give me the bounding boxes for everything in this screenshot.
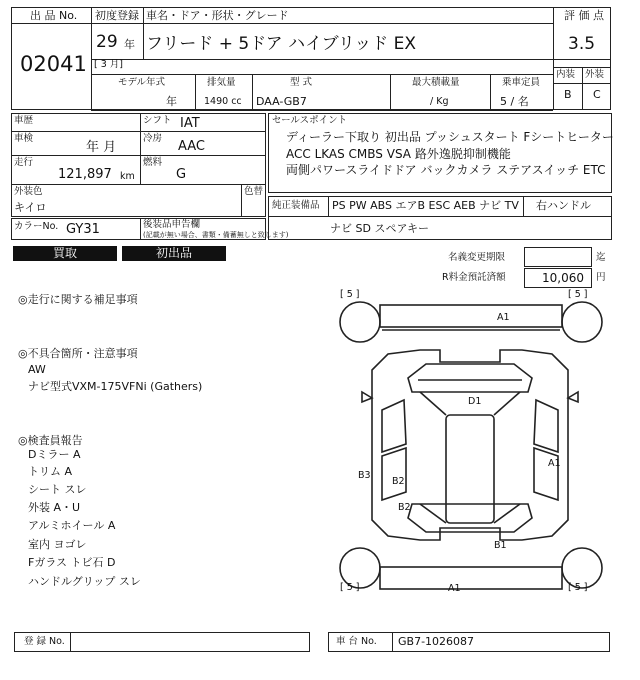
lot-number: 02041 [20,52,87,76]
aftermarket-label: 後装品申告欄 [143,219,201,230]
displacement-label: 排気量 [207,77,236,88]
handle-side: 右ハンドル [536,199,591,212]
history-label: 車歴 [14,115,34,126]
recycle-value: 10,060 [542,271,584,285]
buy-tag: 買取 [13,246,117,261]
tire-label-rear-left: [ 5 ] [340,582,360,593]
recycle-unit: 円 [596,272,606,283]
damage-mark-a1-right: A1 [548,458,561,469]
first-listing-tag: 初出品 [122,246,226,261]
car-name: フリード + 5ドア ハイブリッド EX [146,34,417,54]
displacement-value: 1490 cc [204,96,242,107]
tire-label-front-right: [ 5 ] [568,289,588,300]
recycle-label: R料金預託済額 [442,272,506,283]
damage-mark-d1: D1 [468,396,482,407]
score-value: 3.5 [568,34,596,54]
driving-notes-title: ◎走行に関する補足事項 [18,293,138,306]
color-no-label: カラーNo. [14,221,59,232]
sales-points-label: セールスポイント [272,115,348,126]
inspection-label: 車検 [14,133,34,144]
equipment-label: 純正装備品 [272,200,320,211]
name-change-label: 名義変更期限 [448,252,506,263]
year-unit: 年 [124,38,135,51]
damage-mark-b2-lower: B2 [398,502,411,513]
capacity-label: 乗車定員 [502,77,541,88]
first-reg-year: 29 [96,32,118,52]
inspector-line-8: ハンドルグリップ スレ [28,575,141,588]
interior-grade: B [564,88,572,101]
chassis-value: GB7-1026087 [398,635,475,648]
inspector-line-7: Fガラス トビ石 D [28,556,116,569]
ac-value: AAC [178,139,205,154]
sales-point-line-3: 両側パワースライドドア バックカメラ ステアスイッチ ETC [286,163,606,177]
inspector-line-2: トリム A [28,465,73,478]
car-name-label: 車名・ドア・形状・グレード [146,9,289,22]
model-year-label: モデル年式 [118,77,166,88]
tire-label-rear-right: [ 5 ] [568,582,588,593]
defect-line-2: ナビ型式VXM-175VFNi (Gathers) [28,380,203,393]
first-reg-month-visible: [ 3 月] [94,59,123,70]
ext-color-value: キイロ [14,201,47,214]
sales-point-line-2: ACC LKAS CMBS VSA 路外逸脱抑制機能 [286,147,511,161]
max-load-label: 最大積載量 [412,77,460,88]
interior-label: 内装 [556,69,576,80]
damage-mark-a1-bottom: A1 [448,583,461,594]
exterior-grade: C [593,88,601,101]
name-change-unit: 迄 [596,252,606,263]
ext-color-label: 外装色 [14,186,43,197]
inspector-line-5: アルミホイール A [28,519,116,532]
damage-mark-b3: B3 [358,470,371,481]
fuel-label: 燃料 [143,157,163,168]
inspector-line-1: Dミラー A [28,448,81,461]
shift-value: IAT [180,116,200,131]
damage-mark-b2-upper: B2 [392,476,405,487]
defects-title: ◎不具合箇所・注意事項 [18,347,138,360]
sales-point-line-1: ディーラー下取り 初出品 プッシュスタート Fシートヒーター [286,130,614,144]
damage-mark-a1-top: A1 [497,312,510,323]
damage-mark-b1: B1 [494,540,507,551]
mileage-unit: km [120,171,135,182]
mileage-value: 121,897 [58,167,112,182]
capacity-value: 5 / 名 [500,95,529,108]
chassis-label: 車 台 No. [336,636,377,647]
aftermarket-value: ナビ SD スペアキー [330,222,430,235]
inspection-value: 年 月 [86,140,117,155]
name-change-box [524,247,592,267]
equipment-value: PS PW ABS エアB ESC AEB ナビ TV [332,199,519,212]
type-label: 型 式 [290,77,313,88]
defect-line-1: AW [28,363,46,376]
tire-label-front-left: [ 5 ] [340,289,360,300]
lot-label: 出 品 No. [30,9,78,22]
details-frame [11,113,266,217]
color-no-value: GY31 [66,222,100,237]
first-reg-label: 初度登録 [95,9,139,22]
ac-label: 冷房 [143,133,163,144]
fuel-value: G [176,167,187,182]
registration-label: 登 録 No. [24,636,65,647]
model-year-unit: 年 [166,95,177,108]
shift-label: シフト [143,115,172,126]
type-value: DAA-GB7 [256,95,307,108]
inspector-line-4: 外装 A・U [28,501,81,514]
exterior-label: 外装 [585,69,605,80]
mileage-label: 走行 [14,157,34,168]
color-change-label: 色替 [244,186,264,197]
aftermarket-note: (記載が無い場合、書類・備蓄無しと致します) [143,231,289,239]
inspector-title: ◎検査員報告 [18,434,83,447]
max-load-value: / Kg [430,96,449,107]
score-label: 評 価 点 [564,9,604,22]
inspector-line-3: シート スレ [28,483,87,496]
inspector-line-6: 室内 ヨゴレ [28,538,87,551]
